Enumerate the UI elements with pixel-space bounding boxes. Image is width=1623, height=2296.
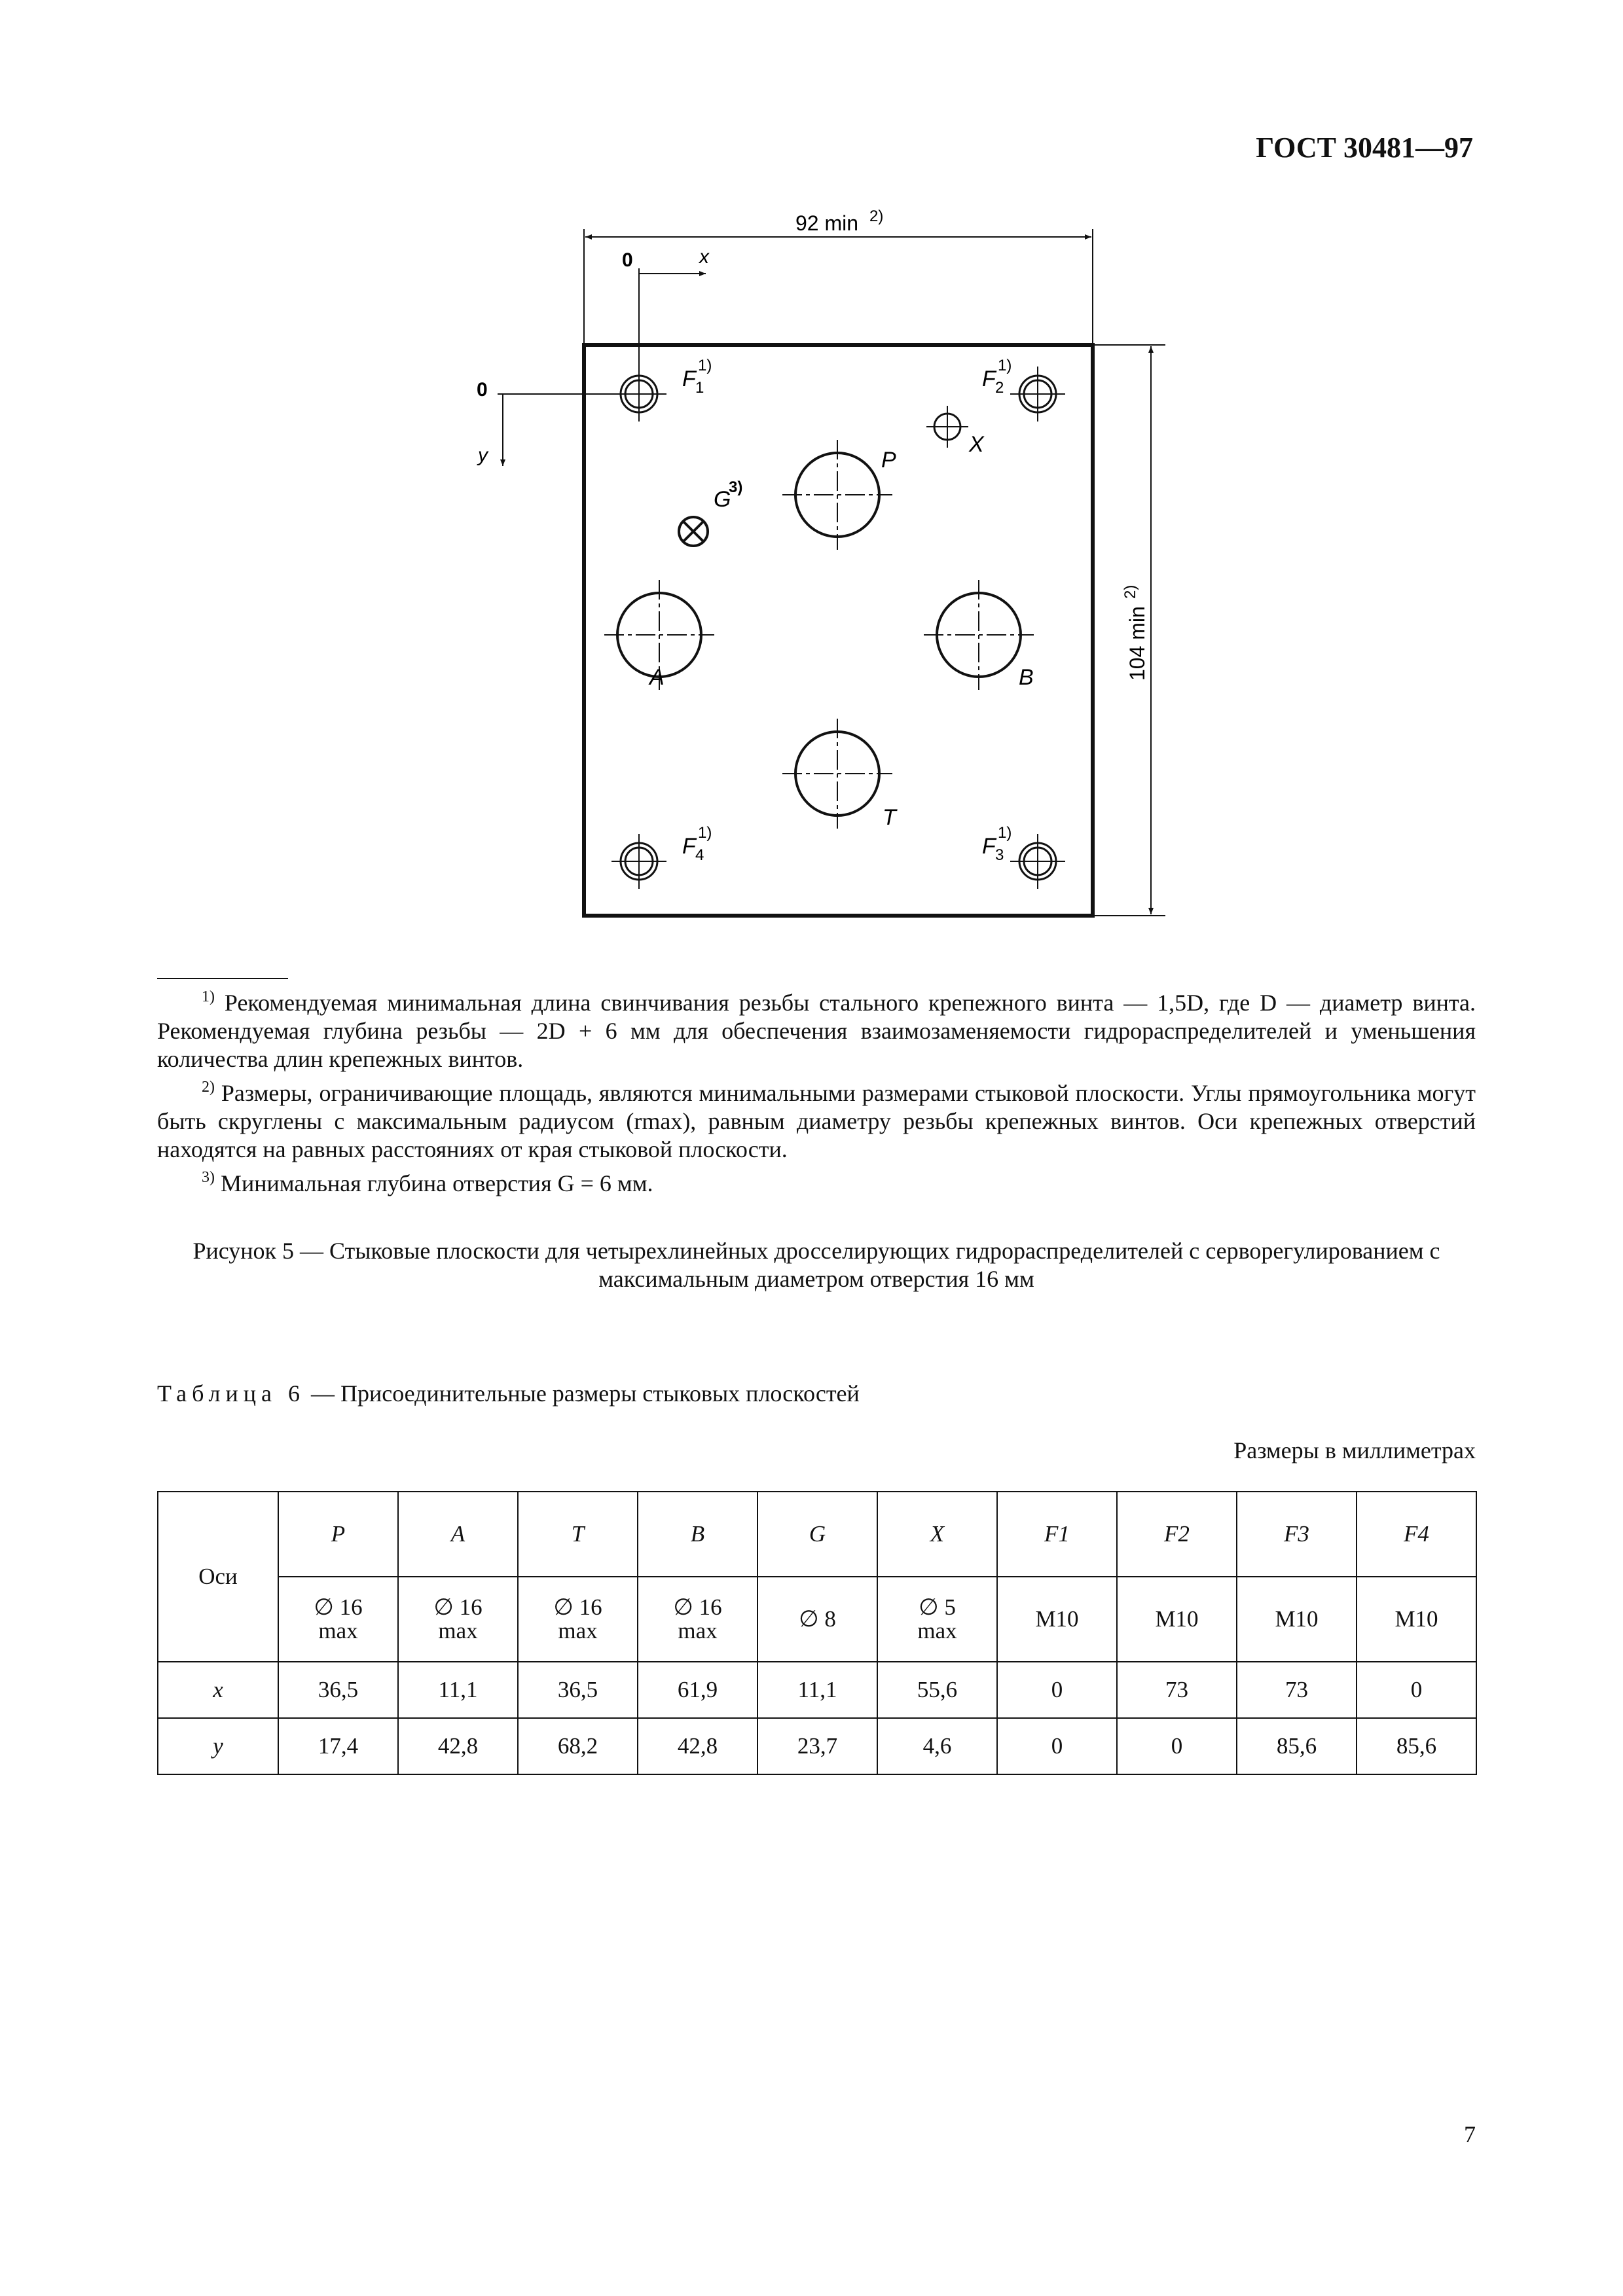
value-cell: 11,1	[757, 1662, 877, 1718]
label-x: X	[969, 432, 984, 457]
size-cell: ∅ 8	[757, 1577, 877, 1662]
size-cell: M10	[997, 1577, 1117, 1662]
table-units: Размеры в миллиметрах	[1233, 1437, 1476, 1463]
port-t	[782, 719, 892, 829]
table-row-x	[158, 1662, 1476, 1718]
y-origin-label: 0	[477, 379, 488, 401]
value-cell: 61,9	[638, 1662, 757, 1718]
label-f2-sub: 2	[995, 379, 1004, 397]
port-x	[926, 406, 968, 448]
fixing-hole-f3	[1010, 834, 1065, 889]
port-header: F4	[1357, 1492, 1476, 1577]
table-title: Таблица 6 — Присоединительные размеры стыковых плоскостей	[157, 1380, 860, 1407]
footnote-3: $^{3)}$ Минимальная глубина отверстия G = 6 мм.	[202, 1169, 653, 1196]
fixing-hole-f4	[611, 834, 666, 889]
size-cell: ∅ 16 max	[278, 1577, 398, 1662]
table-header-ports	[158, 1492, 1476, 1577]
port-header: F2	[1117, 1492, 1237, 1577]
label-b: B	[1019, 665, 1034, 690]
label-f1-note: 1)	[698, 357, 712, 374]
value-cell: 42,8	[398, 1718, 518, 1774]
height-dim-label: 104 min	[1125, 606, 1149, 681]
value-cell: 0	[997, 1718, 1117, 1774]
x-axis-label: x	[699, 246, 709, 268]
value-cell: 73	[1237, 1662, 1357, 1718]
document-header: ГОСТ 30481—97	[1256, 132, 1473, 164]
value-cell: 17,4	[278, 1718, 398, 1774]
label-f2: F	[982, 367, 996, 391]
footnotes	[157, 983, 1476, 1198]
value-cell: 11,1	[398, 1662, 518, 1718]
table-header-sizes	[158, 1577, 1476, 1662]
value-cell: 4,6	[877, 1718, 997, 1774]
label-f1-sub: 1	[695, 379, 704, 397]
port-header: P	[278, 1492, 398, 1577]
figure-caption: Рисунок 5 — Стыковые плоскости для четырехлинейных дросселирующих гидрораспределителей с серворегулированием с максимальным диаметром отверстия 16 мм	[192, 1238, 1440, 1292]
size-cell: ∅ 16 max	[398, 1577, 518, 1662]
label-g-note: 3)	[729, 478, 743, 496]
plate-outline	[584, 345, 1093, 916]
port-header: T	[518, 1492, 638, 1577]
value-cell: 73	[1117, 1662, 1237, 1718]
value-cell: 85,6	[1237, 1718, 1357, 1774]
label-f4: F	[682, 834, 696, 859]
label-f4-sub: 4	[695, 846, 704, 864]
width-dim-label: 92 min	[795, 211, 859, 235]
footnote-2: $^{2)}$ Размеры, ограничивающие площадь, являются минимальными размерами стыковой плоскости. Углы прямоугольника могут быть скруглены с максимальным радиусом (rmax), равным диаметру резьбы крепежных винтов. Оси крепежных отверстий находятся на равных расстояниях от края стыковой плоскости.	[157, 1079, 1476, 1162]
x-origin-label: 0	[622, 249, 633, 271]
label-f3-note: 1)	[998, 824, 1012, 842]
port-g	[679, 517, 708, 546]
port-header: F3	[1237, 1492, 1357, 1577]
height-dim-note: 2)	[1122, 584, 1139, 599]
value-cell: 23,7	[757, 1718, 877, 1774]
width-dimension	[584, 207, 1093, 343]
value-cell: 42,8	[638, 1718, 757, 1774]
value-cell: 36,5	[278, 1662, 398, 1718]
value-cell: 0	[1117, 1718, 1237, 1774]
port-header: X	[877, 1492, 997, 1577]
footnote-rule	[157, 978, 288, 979]
footnote-1: $^{1)}$ Рекомендуемая минимальная длина свинчивания резьбы стального крепежного винта — 1,5D, где D — диаметр винта. Рекомендуемая глубина резьбы — 2D + 6 мм для обеспечения взаимозаменяемости гидрораспределителей и уменьшения количества длин крепежных винтов.	[157, 988, 1476, 1072]
label-t: T	[883, 805, 896, 830]
fixing-hole-f1	[611, 367, 666, 422]
size-cell: ∅ 5 max	[877, 1577, 997, 1662]
size-cell: M10	[1237, 1577, 1357, 1662]
size-cell: ∅ 16 max	[518, 1577, 638, 1662]
value-cell: 55,6	[877, 1662, 997, 1718]
port-header: G	[757, 1492, 877, 1577]
label-g: G	[714, 487, 731, 512]
label-p: P	[881, 448, 896, 473]
value-cell: 85,6	[1357, 1718, 1476, 1774]
value-cell: 0	[1357, 1662, 1476, 1718]
size-cell: M10	[1117, 1577, 1237, 1662]
connection-dimensions-table	[157, 1491, 1477, 1775]
fixing-hole-f2	[1010, 367, 1065, 422]
label-f3: F	[982, 834, 996, 859]
label-a: A	[649, 665, 665, 690]
port-b	[924, 580, 1034, 690]
port-header: F1	[997, 1492, 1117, 1577]
axis-cell: x	[158, 1662, 278, 1718]
value-cell: 0	[997, 1662, 1117, 1718]
coordinate-axes	[477, 246, 710, 466]
y-axis-label: y	[478, 444, 488, 466]
value-cell: 36,5	[518, 1662, 638, 1718]
table-row-y	[158, 1718, 1476, 1774]
mounting-surface-drawing	[445, 196, 1205, 929]
page-number: 7	[1464, 2121, 1476, 2147]
axes-header: Оси	[158, 1492, 278, 1662]
height-dimension	[1095, 345, 1165, 916]
label-f2-note: 1)	[998, 357, 1012, 374]
size-cell: ∅ 16 max	[638, 1577, 757, 1662]
size-cell: M10	[1357, 1577, 1476, 1662]
axis-cell: y	[158, 1718, 278, 1774]
width-dim-note: 2)	[869, 207, 884, 225]
port-header: A	[398, 1492, 518, 1577]
value-cell: 68,2	[518, 1718, 638, 1774]
port-header: B	[638, 1492, 757, 1577]
label-f3-sub: 3	[995, 846, 1004, 864]
label-f1: F	[682, 367, 696, 391]
label-f4-note: 1)	[698, 824, 712, 842]
port-p	[782, 440, 892, 550]
